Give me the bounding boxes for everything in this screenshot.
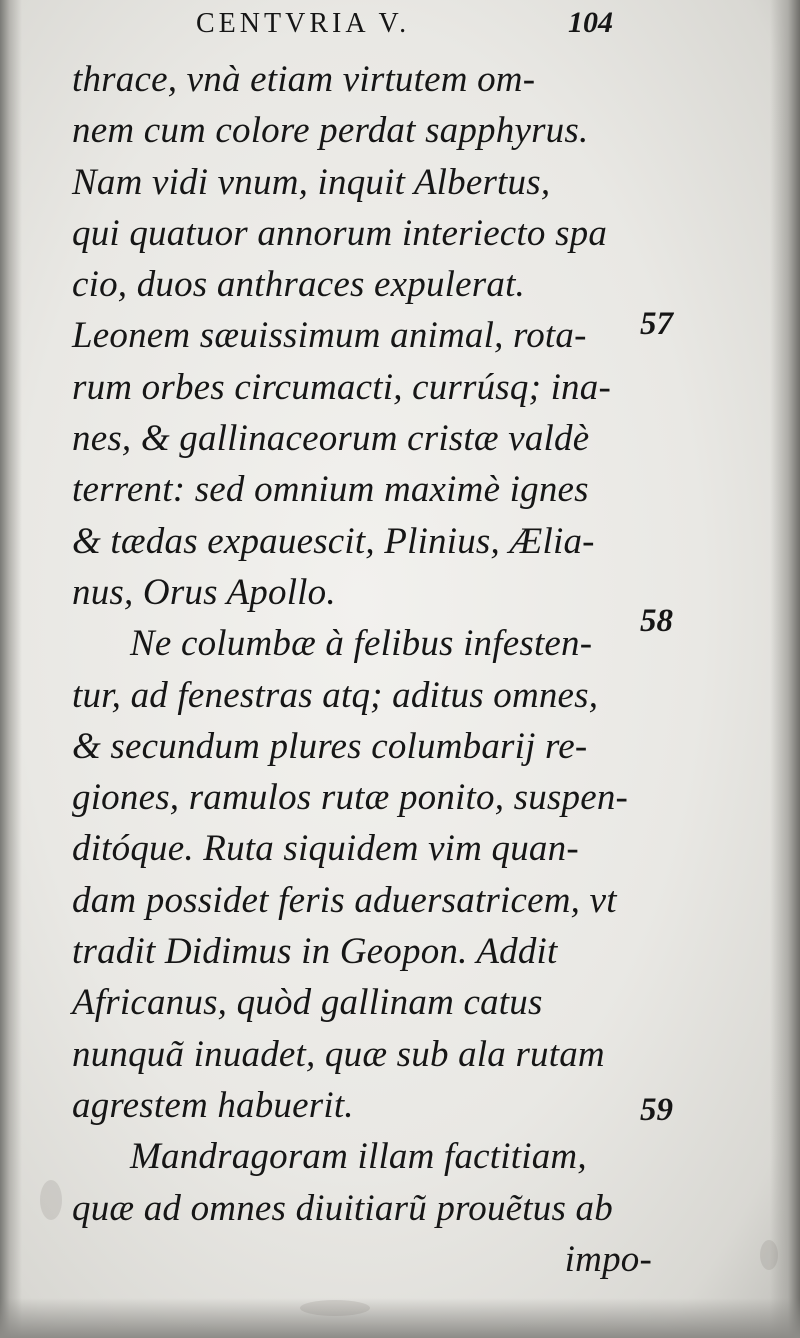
running-head xyxy=(196,8,636,44)
text-line: Ne columbæ à felibus infesten- xyxy=(130,623,593,665)
text-line: tradit Didimus in Geopon. Addit xyxy=(72,931,558,973)
text-line: nus, Orus Apollo. xyxy=(72,571,336,613)
text-line: agrestem habuerit. xyxy=(72,1084,354,1126)
text-line: Nam vidi vnum, inquit Albertus, xyxy=(72,161,551,203)
text-line: & tædas expauescit, Plinius, Ælia- xyxy=(72,520,595,562)
text-line: rum orbes circumacti, currúsq; ina- xyxy=(72,366,611,408)
running-head-title: CENTVRIA V. xyxy=(196,8,411,39)
text-line: dam possidet feris aduersatricem, vt xyxy=(72,879,617,921)
text-line: nem cum colore perdat sapphyrus. xyxy=(72,110,589,152)
text-line: Mandragoram illam factitiam, xyxy=(130,1136,587,1178)
paper-stain xyxy=(40,1180,62,1220)
marginal-number-59: 59 xyxy=(640,1092,673,1128)
marginal-number-58: 58 xyxy=(640,603,673,639)
paper-stain xyxy=(760,1240,778,1270)
text-line: qui quatuor annorum interiecto spa xyxy=(72,212,608,254)
marginal-number-57: 57 xyxy=(640,306,673,342)
catchword: impo- xyxy=(564,1238,652,1280)
bottom-edge-shadow xyxy=(0,1298,800,1338)
main-text xyxy=(72,54,662,1285)
text-line: & secundum plures columbarij re- xyxy=(72,725,588,767)
page-edge-shadow xyxy=(770,0,800,1338)
text-line: Leonem sæuissimum animal, rota- xyxy=(72,315,587,357)
text-line: giones, ramulos rutæ ponito, suspen- xyxy=(72,777,629,819)
text-line: cio, duos anthraces expulerat. xyxy=(72,264,525,306)
text-line: ditóque. Ruta siquidem vim quan- xyxy=(72,828,579,870)
page-number: 104 xyxy=(568,6,613,39)
text-line: tur, ad fenestras atq; aditus omnes, xyxy=(72,674,599,716)
text-line: Africanus, quòd gallinam catus xyxy=(72,982,543,1024)
gutter-shadow xyxy=(0,0,22,1338)
text-line: nunquã inuadet, quæ sub ala rutam xyxy=(72,1033,605,1075)
text-line: quæ ad omnes diuitiarũ prouẽtus ab xyxy=(72,1187,613,1229)
text-line: thrace, vnà etiam virtutem om- xyxy=(72,59,536,100)
text-line: nes, & gallinaceorum cristæ valdè xyxy=(72,418,590,460)
paper-stain xyxy=(300,1300,370,1316)
text-line: terrent: sed omnium maximè ignes xyxy=(72,469,589,511)
